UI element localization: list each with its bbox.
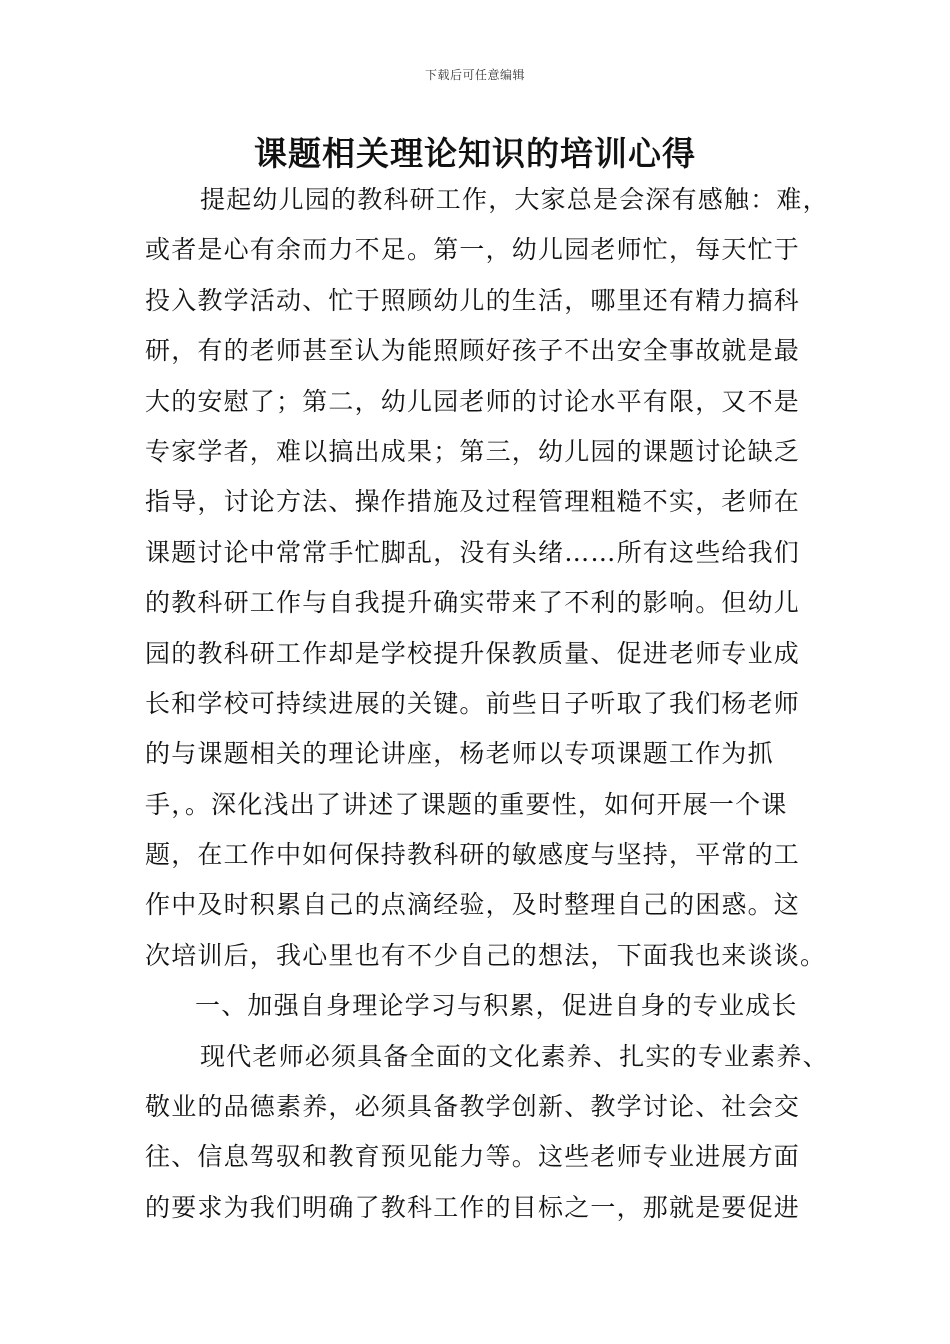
body-line: 现代老师必须具备全面的文化素养、扎实的专业素养、 xyxy=(200,1041,829,1071)
body-line: 手，。深化浅出了讲述了课题的重要性，如何开展一个课 xyxy=(145,789,788,819)
body-line: 课题讨论中常常手忙脚乱，没有头绪……所有这些给我们 xyxy=(145,537,801,567)
header-note: 下载后可任意编辑 xyxy=(424,68,525,82)
body-line: 专家学者，难以搞出成果；第三，幼儿园的课题讨论缺乏 xyxy=(145,436,801,466)
body-line: 长和学校可持续进展的关键。前些日子听取了我们杨老师 xyxy=(145,688,801,718)
body-line: 作中及时积累自己的点滴经验，及时整理自己的困惑。这 xyxy=(145,890,801,920)
body-line: 题，在工作中如何保持教科研的敏感度与坚持，平常的工 xyxy=(145,840,801,870)
body-line: 投入教学活动、忙于照顾幼儿的生活，哪里还有精力搞科 xyxy=(145,285,801,315)
document-title: 课题相关理论知识的培训心得 xyxy=(254,134,696,173)
body-line: 的教科研工作与自我提升确实带来了不利的影响。但幼儿 xyxy=(145,588,801,618)
body-line: 的与课题相关的理论讲座，杨老师以专项课题工作为抓 xyxy=(145,739,774,769)
body-line: 大的安慰了；第二，幼儿园老师的讨论水平有限，又不是 xyxy=(145,386,801,416)
body-line: 次培训后，我心里也有不少自己的想法，下面我也来谈谈。 xyxy=(145,940,827,970)
body-line: 或者是心有余而力不足。第一，幼儿园老师忙，每天忙于 xyxy=(145,235,801,265)
body-line: 往、信息驾驭和教育预见能力等。这些老师专业进展方面 xyxy=(145,1142,801,1172)
body-line: 指导，讨论方法、操作措施及过程管理粗糙不实，老师在 xyxy=(145,487,801,517)
body-line: 敬业的品德素养，必须具备教学创新、教学讨论、社会交 xyxy=(145,1092,801,1122)
body-line: 研，有的老师甚至认为能照顾好孩子不出安全事故就是最 xyxy=(145,336,801,366)
body-line: 提起幼儿园的教科研工作，大家总是会深有感触：难， xyxy=(200,185,829,214)
section-heading: 一、加强自身理论学习与积累，促进自身的专业成长 xyxy=(195,991,798,1021)
body-line: 园的教科研工作却是学校提升保教质量、促进老师专业成 xyxy=(145,638,801,668)
body-line: 的要求为我们明确了教科工作的目标之一，那就是要促进 xyxy=(145,1192,801,1222)
document-body xyxy=(145,175,829,1233)
